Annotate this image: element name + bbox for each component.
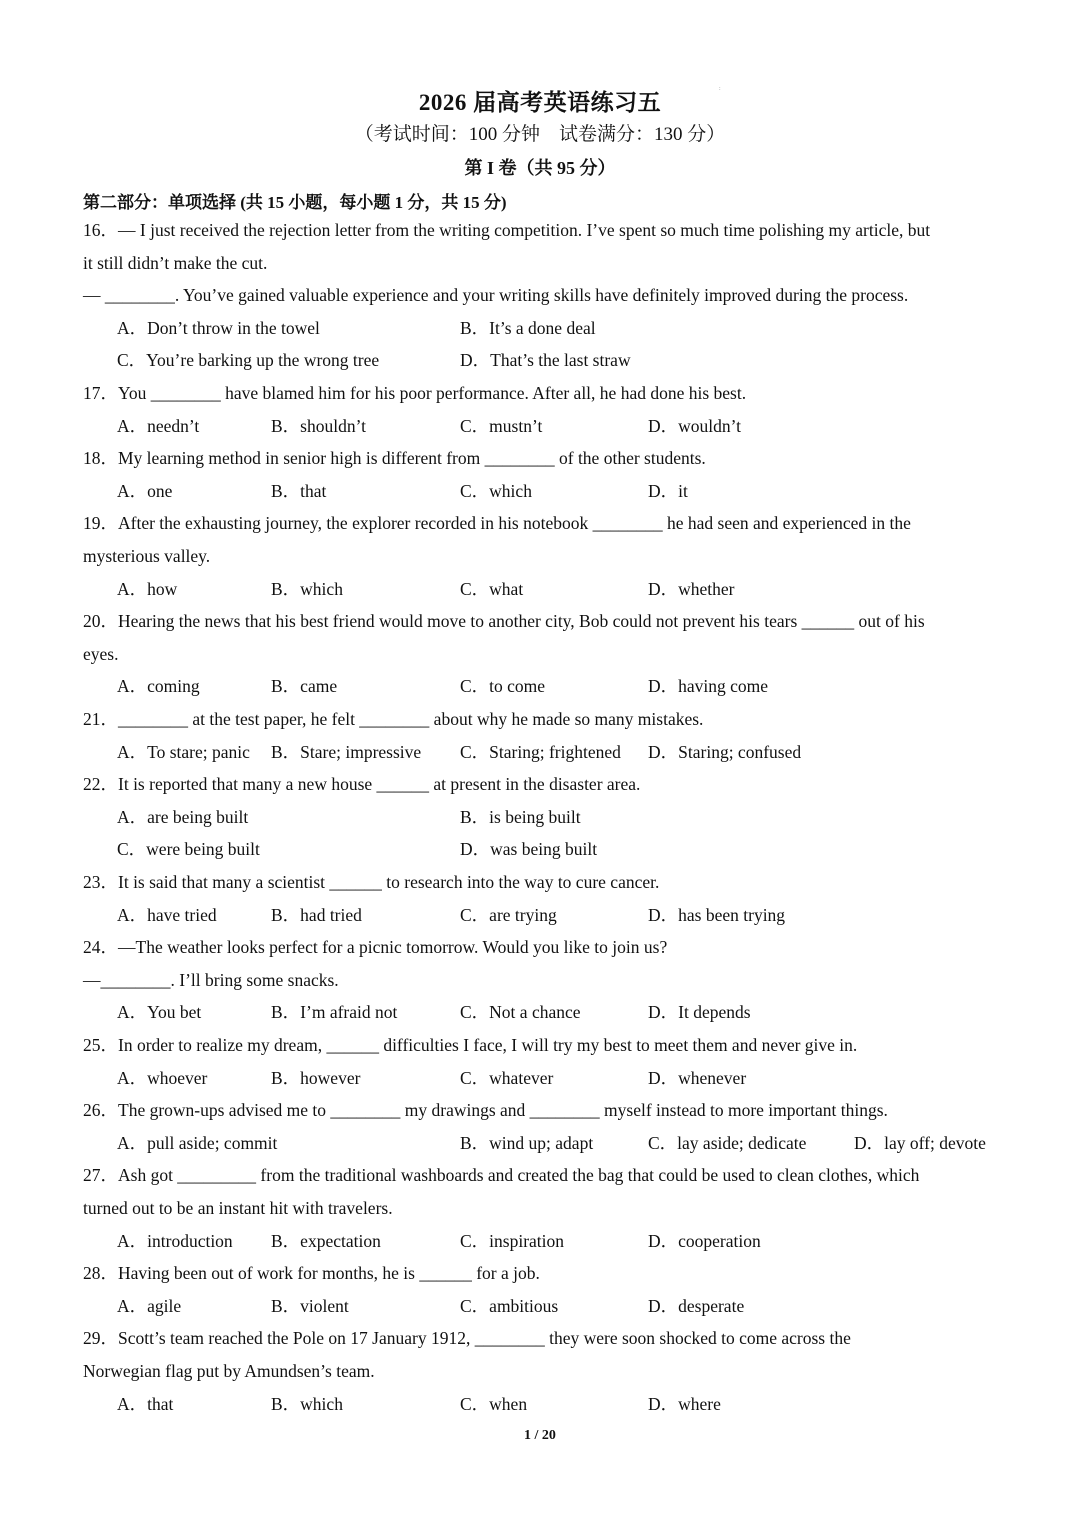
option-a: A．that (117, 1393, 174, 1414)
question-stem-continued: Norwegian flag put by Amundsen’s team. (83, 1361, 375, 1381)
option-d: D．whether (648, 578, 735, 599)
option-c: C．mustn’t (460, 415, 543, 436)
question-stem-continued: it still didn’t make the cut. (83, 252, 268, 273)
option-d: D．has been trying (648, 904, 786, 925)
option-c: C．which (460, 480, 532, 501)
question-stem-continued: — ________. You’ve gained valuable experience and your writing skills have definitely improved during the process. (83, 285, 909, 306)
option-b: B．is being built (460, 806, 581, 827)
option-a: A．You bet (117, 1002, 202, 1023)
option-a: A．coming (117, 676, 200, 697)
option-a: A．needn’t (117, 415, 200, 436)
option-a: A．introduction (117, 1230, 233, 1251)
question-stem-continued: eyes. (83, 643, 119, 664)
option-b: B．had tried (271, 904, 362, 925)
option-c: C．to come (460, 676, 546, 697)
option-c: C．Staring; frightened (460, 741, 621, 762)
option-b: B．which (271, 578, 343, 599)
option-d: D．desperate (648, 1295, 745, 1316)
option-d: D．having come (648, 676, 769, 697)
option-d: D．it (648, 480, 688, 501)
question-stem: 17．You ________ have blamed him for his poor performance. After all, he had done his best. (83, 383, 747, 403)
question-stem: 28．Having been out of work for months, he is ______ for a job. (83, 1263, 540, 1284)
option-a: A．pull aside; commit (117, 1132, 278, 1153)
option-d: D．wouldn’t (648, 415, 742, 436)
option-a: A．whoever (117, 1067, 208, 1088)
option-c: C．were being built (117, 839, 260, 860)
question-stem: 24．—The weather looks perfect for a picnic tomorrow. Would you like to join us? (83, 937, 668, 958)
option-d: D．It depends (648, 1002, 751, 1023)
option-b: B．I’m afraid not (271, 1002, 398, 1023)
exam-subtitle: （考试时间：100 分钟 试卷满分：130 分） (354, 124, 726, 145)
question-stem-continued: —________. I’ll bring some snacks. (83, 969, 339, 990)
question-stem: 18．My learning method in senior high is different from ________ of the other students. (83, 448, 706, 469)
option-a: A．how (117, 578, 178, 599)
section-heading: 第二部分：单项选择 (共 15 小题，每小题 1 分，共 15 分) (83, 193, 507, 212)
question-stem: 25．In order to realize my dream, ______ difficulties I face, I will try my best to meet them and never give in. (83, 1035, 858, 1055)
option-a: A．have tried (117, 904, 217, 925)
option-b: B．shouldn’t (271, 415, 366, 436)
option-b: B．It’s a done deal (460, 317, 596, 338)
option-b: B．which (271, 1393, 343, 1414)
option-b: B．that (271, 480, 327, 501)
option-b: B．wind up; adapt (460, 1132, 594, 1153)
option-b: B．violent (271, 1295, 349, 1316)
question-stem-continued: mysterious valley. (83, 546, 211, 566)
scan-mark: : (719, 86, 721, 92)
option-b: B．Stare; impressive (271, 741, 422, 762)
page-number: 1 / 20 (524, 1428, 556, 1443)
question-stem: 26．The grown-ups advised me to ________ my drawings and ________ myself instead to more important things. (83, 1100, 888, 1121)
option-d: D．was being built (460, 839, 598, 860)
option-d: D．Staring; confused (648, 741, 802, 762)
question-stem: 16．— I just received the rejection letter from the writing competition. I’ve spent so much time polishing my article, but (83, 220, 931, 240)
option-b: B．however (271, 1067, 361, 1088)
option-d: D．whenever (648, 1067, 747, 1088)
question-stem-continued: turned out to be an instant hit with travelers. (83, 1198, 393, 1218)
option-c: C．are trying (460, 904, 557, 925)
option-c: C．Not a chance (460, 1002, 581, 1023)
option-a: A．one (117, 480, 173, 501)
option-a: A．To stare; panic (117, 741, 250, 762)
option-d: D．lay off; devote (854, 1132, 986, 1153)
question-stem: 19．After the exhausting journey, the explorer recorded in his notebook ________ he had seen and experienced in the (83, 513, 911, 534)
question-stem: 23．It is said that many a scientist ______ to research into the way to cure cancer. (83, 872, 660, 892)
question-stem: 27．Ash got _________ from the traditional washboards and created the bag that could be used to clean clothes, which (83, 1165, 920, 1186)
option-c: C．when (460, 1393, 528, 1414)
question-stem: 29．Scott’s team reached the Pole on 17 January 1912, ________ they were soon shocked to come across the (83, 1328, 851, 1349)
option-c: C．You’re barking up the wrong tree (117, 350, 380, 371)
option-b: B．came (271, 676, 338, 697)
option-a: A．agile (117, 1295, 182, 1316)
question-stem: 22．It is reported that many a new house ______ at present in the disaster area. (83, 774, 641, 795)
option-a: A．Don’t throw in the towel (117, 317, 320, 338)
option-d: D．where (648, 1393, 721, 1414)
option-c: C．ambitious (460, 1295, 559, 1316)
exam-title: 2026 届高考英语练习五 (418, 90, 662, 115)
option-c: C．what (460, 578, 524, 599)
option-b: B．expectation (271, 1230, 381, 1251)
option-d: D．cooperation (648, 1230, 761, 1251)
option-c: C．whatever (460, 1067, 554, 1088)
option-c: C．inspiration (460, 1230, 565, 1251)
question-stem: 21．________ at the test paper, he felt ________ about why he made so many mistakes. (83, 709, 704, 729)
option-a: A．are being built (117, 806, 249, 827)
option-d: D．That’s the last straw (460, 350, 631, 371)
question-stem: 20．Hearing the news that his best friend would move to another city, Bob could not prevent his tears ______ out of his (83, 611, 925, 632)
volume-heading: 第 I 卷（共 95 分） (464, 158, 616, 178)
option-c: C．lay aside; dedicate (648, 1132, 807, 1153)
